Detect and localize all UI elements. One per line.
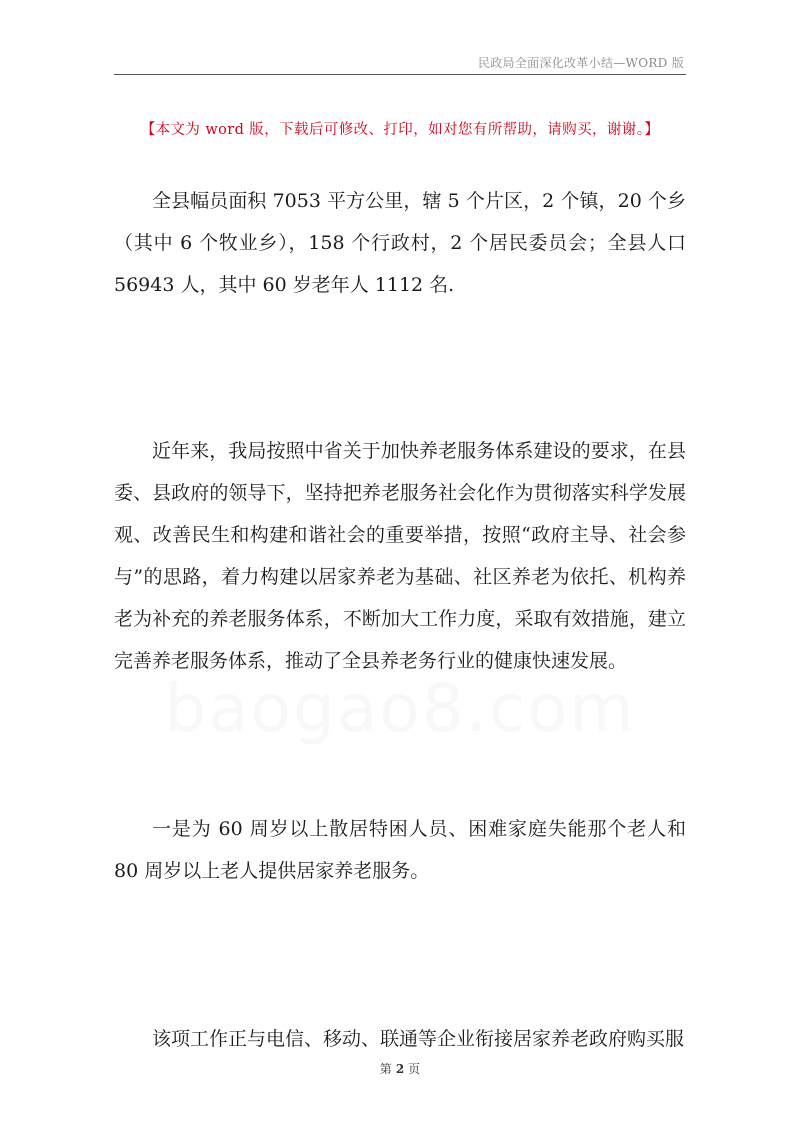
purchase-notice: 【本文为 word 版，下载后可修改、打印，如对您有所帮助，请购买，谢谢。】 — [140, 122, 660, 138]
paragraph-home-care-service: 一是为 60 周岁以上散居特困人员、困难家庭失能那个老人和 80 周岁以上老人提供居家养老服务。 — [114, 818, 686, 882]
paragraph-county-overview: 全县幅员面积 7053 平方公里，辖 5 个片区，2 个镇，20 个乡（其中 6 个牧业乡），158 个行政村，2 个居民委员会；全县人口 56943 人，其中 60 岁老年人 1112 名. — [114, 190, 686, 296]
paragraph-elderly-service-system: 近年来，我局按照中省关于加快养老服务体系建设的要求，在县委、县政府的领导下，坚持把养老服务社会化作为贯彻落实科学发展观、改善民生和构建和谐社会的重要举措，按照“政府主导、社会参与”的思路，着力构建以居家养老为基础、社区养老为依托、机构养老为补充的养老服务体系，不断加大工作力度，采取有效措施，建立完善养老服务体系，推动了全县养老务行业的健康快速发展。 — [114, 440, 686, 672]
footer-prefix: 第 — [379, 1062, 392, 1076]
page-footer — [0, 1060, 800, 1077]
header-divider — [114, 74, 686, 75]
paragraph-telecom-cooperation: 该项工作正与电信、移动、联通等企业衔接居家养老政府购买服 — [152, 1028, 685, 1050]
watermark: baogao8.com — [164, 670, 636, 747]
footer-suffix: 页 — [408, 1062, 421, 1076]
page-number: 2 — [395, 1062, 405, 1076]
document-header-title: 民政局全面深化改革小结—WORD 版 — [477, 56, 684, 70]
